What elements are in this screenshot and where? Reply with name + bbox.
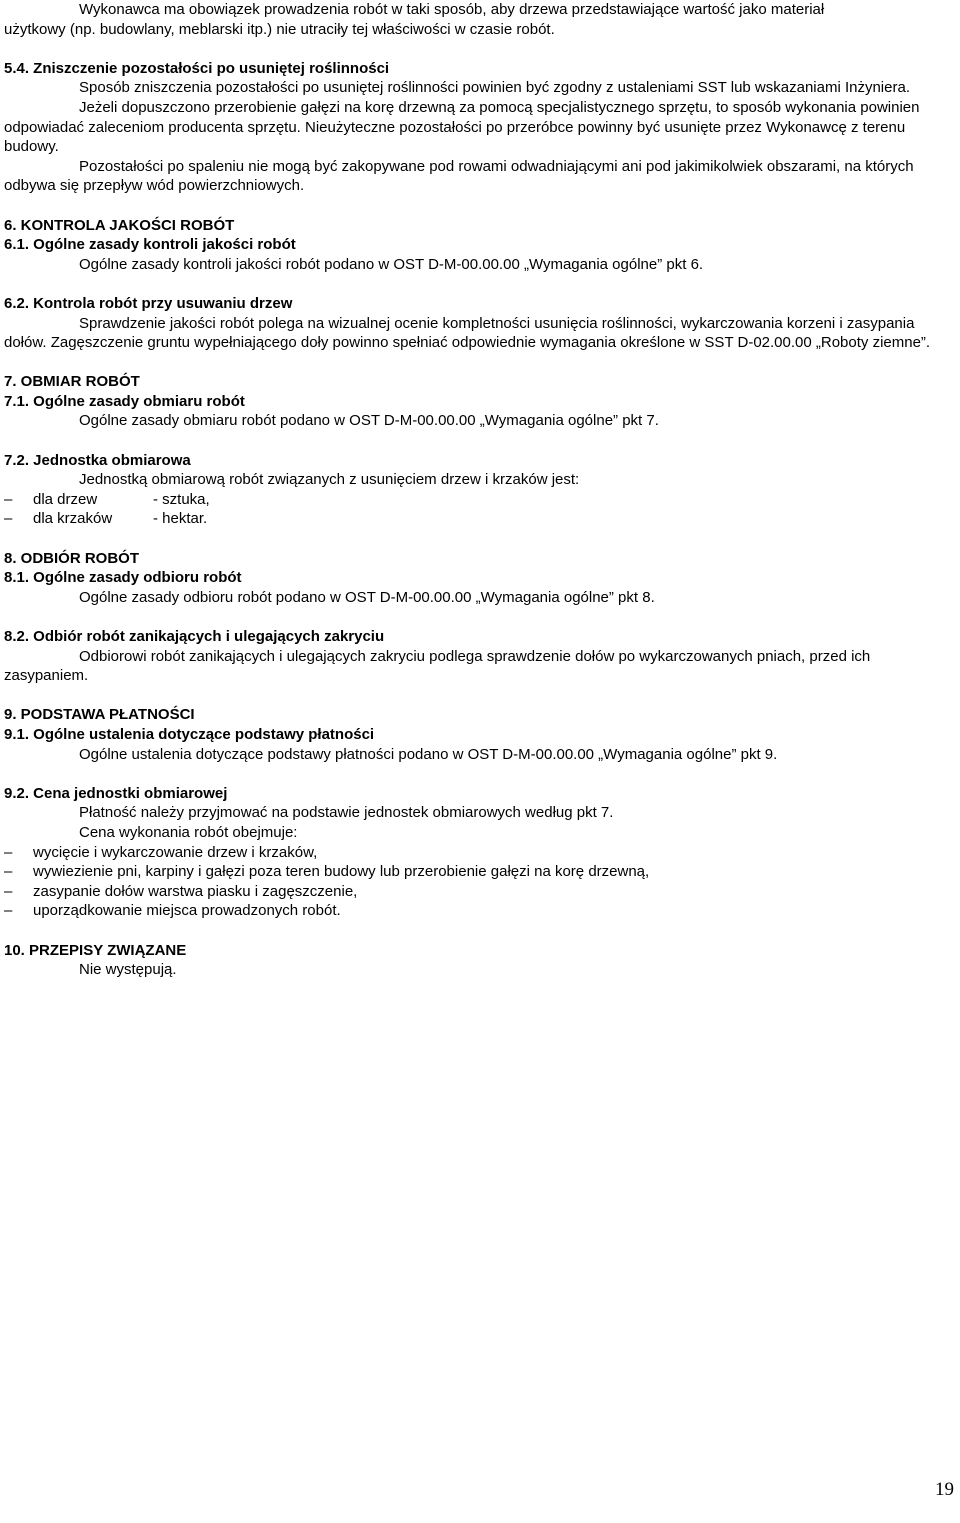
section-7-2-heading: 7.2. Jednostka obmiarowa — [4, 451, 191, 469]
list-item-text: zasypanie dołów warstwa piasku i zagęszczenie, — [33, 882, 358, 900]
section-9-2-text-1: Płatność należy przyjmować na podstawie jednostek obmiarowych według pkt 7. — [79, 804, 614, 822]
list-item — [4, 862, 956, 882]
dash-bullet: – — [4, 863, 13, 881]
section-7-2-text: Jednostką obmiarową robót związanych z usunięciem drzew i krzaków jest: — [79, 471, 580, 489]
section-5-4-paragraph-3: Pozostałości po spaleniu nie mogą być zakopywane pod rowami odwadniającymi ani pod jakimikolwiek obszarami, na których odbywa się przepływ wód powierzchniowych. — [4, 157, 914, 195]
section-5-4-heading: 5.4. Zniszczenie pozostałości po usuniętej roślinności — [4, 59, 390, 77]
dash-bullet: – — [4, 843, 13, 861]
unit-value: - sztuka, — [153, 490, 210, 508]
price-items-list — [4, 843, 956, 921]
section-8-1-heading: 8.1. Ogólne zasady odbioru robót — [4, 569, 242, 587]
unit-item: dla krzaków — [33, 510, 113, 528]
section-5-4-paragraph-2: Jeżeli dopuszczono przerobienie gałęzi na korę drzewną za pomocą specjalistycznego sprzętu, to sposób wykonania powinien odpowiadać zaleceniom producenta sprzętu. Nieużyteczne pozostałości po przeróbce powinny być usunięte przez Wykonawcę z terenu budowy. — [4, 98, 920, 156]
section-7-1-heading: 7.1. Ogólne zasady obmiaru robót — [4, 392, 245, 410]
section-5-4-paragraph-1: Sposób zniszczenia pozostałości po usuniętej roślinności powinien być zgodny z ustaleniami SST lub wskazaniami Inżyniera. — [79, 79, 910, 97]
page-number: 19 — [935, 1479, 954, 1500]
section-6-2-text: Sprawdzenie jakości robót polega na wizualnej ocenie kompletności usunięcia roślinności, wykarczowania korzeni i zasypania dołów. Zagęszczenie gruntu wypełniającego doły powinno spełniać odpowiednie wymagania określone w SST D-02.00.00 „Roboty ziemne”. — [4, 314, 931, 352]
list-item-text: uporządkowanie miejsca prowadzonych robót. — [33, 902, 341, 920]
section-8-1-text: Ogólne zasady odbioru robót podano w OST D-M-00.00.00 „Wymagania ogólne” pkt 8. — [79, 588, 655, 606]
list-item-text: wywiezienie pni, karpiny i gałęzi poza teren budowy lub przerobienie gałęzi na korę drzewną, — [33, 863, 650, 881]
intro-line-2: użytkowy (np. budowlany, meblarski itp.) nie utraciły tej właściwości w czasie robót. — [4, 20, 555, 38]
list-item — [4, 490, 956, 510]
list-item — [4, 843, 956, 863]
dash-bullet: – — [4, 490, 13, 508]
list-item — [4, 882, 956, 902]
section-6-heading: 6. KONTROLA JAKOŚCI ROBÓT — [4, 216, 235, 234]
section-8-2-text: Odbiorowi robót zanikających i ulegających zakryciu podlega sprawdzenie dołów po wykarczowanych pniach, przed ich zasypaniem. — [4, 647, 871, 685]
units-list — [4, 490, 956, 529]
dash-bullet: – — [4, 882, 13, 900]
list-item — [4, 509, 956, 529]
section-10-text: Nie występują. — [79, 961, 177, 979]
dash-bullet: – — [4, 510, 13, 528]
section-9-1-heading: 9.1. Ogólne ustalenia dotyczące podstawy płatności — [4, 725, 375, 743]
section-8-heading: 8. ODBIÓR ROBÓT — [4, 549, 140, 567]
section-8-2-heading: 8.2. Odbiór robót zanikających i ulegających zakryciu — [4, 628, 385, 645]
section-6-1-text: Ogólne zasady kontroli jakości robót podano w OST D-M-00.00.00 „Wymagania ogólne” pkt 6. — [79, 255, 704, 273]
list-item-text: wycięcie i wykarczowanie drzew i krzaków, — [33, 843, 318, 861]
section-9-2-text-2: Cena wykonania robót obejmuje: — [79, 823, 298, 841]
intro-line-1: Wykonawca ma obowiązek prowadzenia robót w taki sposób, aby drzewa przedstawiające wartość jako materiał — [79, 1, 825, 18]
section-9-2-heading: 9.2. Cena jednostki obmiarowej — [4, 784, 228, 802]
unit-item: dla drzew — [33, 490, 98, 508]
section-7-heading: 7. OBMIAR ROBÓT — [4, 373, 140, 391]
document-page — [4, 0, 956, 980]
section-10-heading: 10. PRZEPISY ZWIĄZANE — [4, 941, 187, 959]
section-7-1-text: Ogólne zasady obmiaru robót podano w OST D-M-00.00.00 „Wymagania ogólne” pkt 7. — [79, 412, 659, 430]
list-item — [4, 901, 956, 921]
section-6-1-heading: 6.1. Ogólne zasady kontroli jakości robót — [4, 236, 296, 254]
section-6-2-heading: 6.2. Kontrola robót przy usuwaniu drzew — [4, 294, 293, 312]
unit-value: - hektar. — [153, 510, 208, 528]
section-9-heading: 9. PODSTAWA PŁATNOŚCI — [4, 706, 195, 724]
dash-bullet: – — [4, 902, 13, 920]
section-9-1-text: Ogólne ustalenia dotyczące podstawy płatności podano w OST D-M-00.00.00 „Wymagania ogólne” pkt 9. — [79, 745, 778, 763]
